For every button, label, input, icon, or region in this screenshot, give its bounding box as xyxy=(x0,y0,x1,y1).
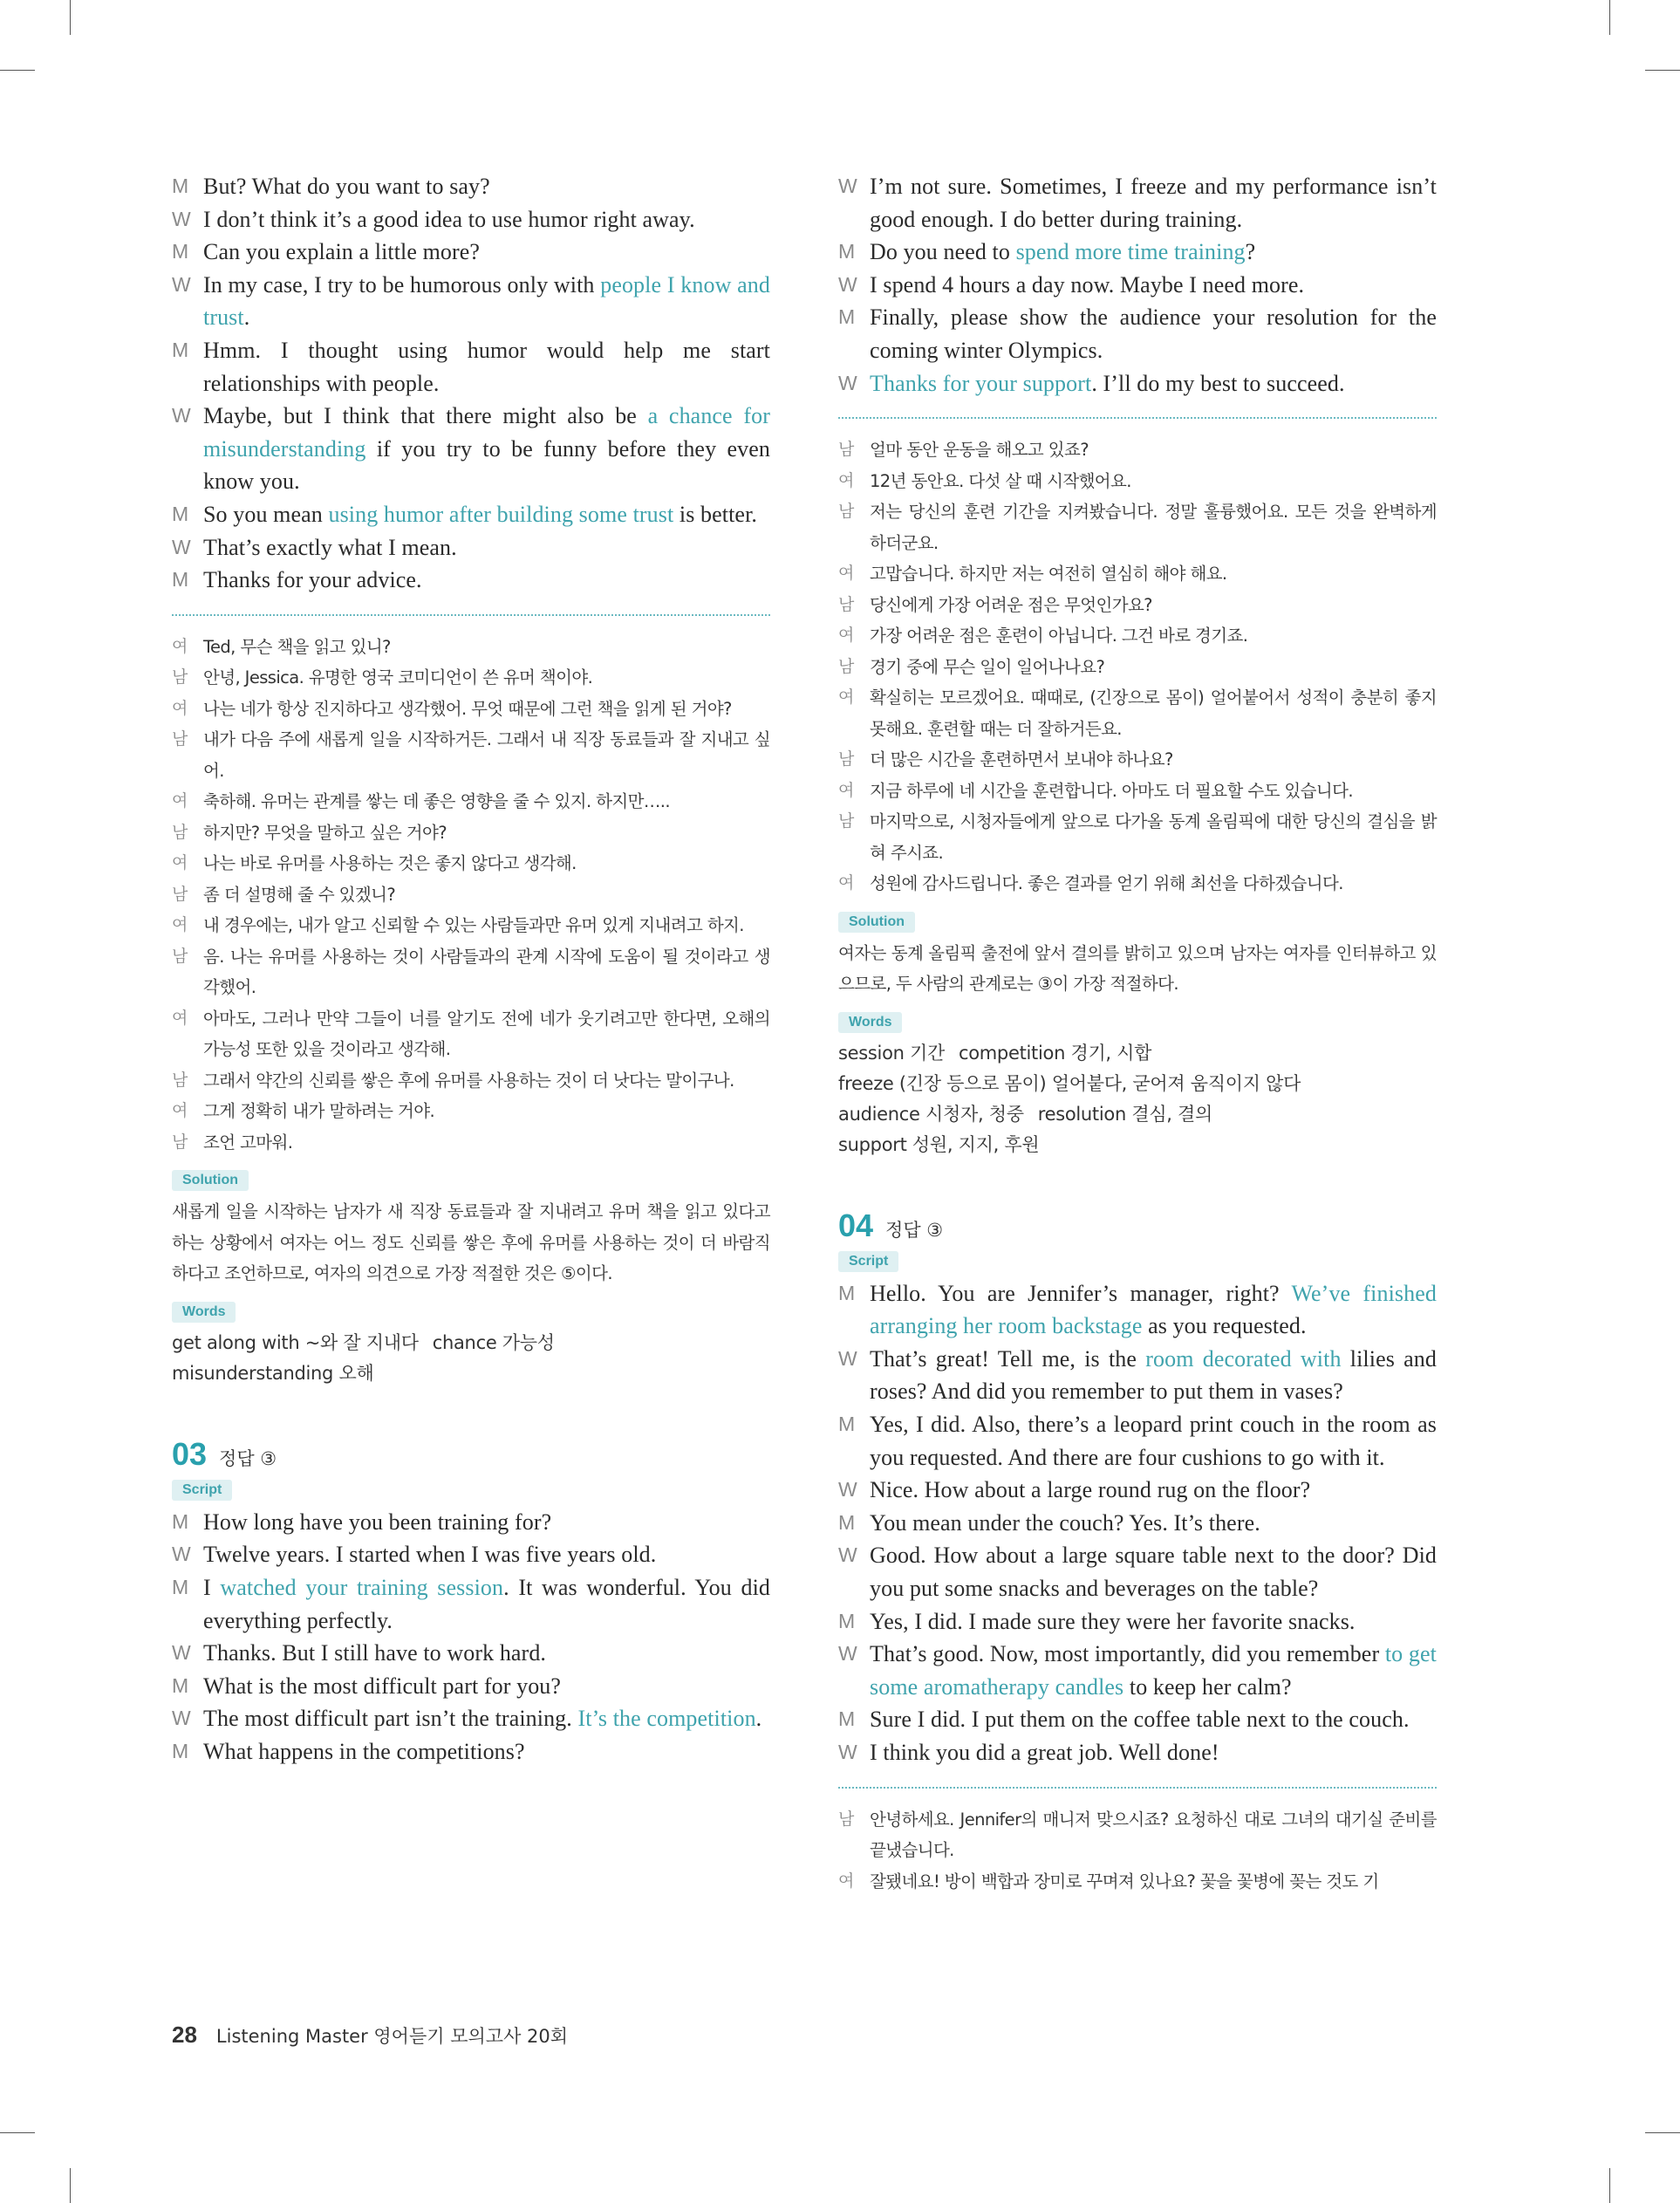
dialogue-q04-english xyxy=(838,1277,1437,1769)
line-text: ? xyxy=(1245,239,1256,265)
translation-text: 내 경우에는, 내가 알고 신뢰할 수 있는 사람들과만 유머 있게 지내려고 하지. xyxy=(203,915,744,936)
translation-line xyxy=(172,1065,770,1097)
highlighted-phrase: watched your training session xyxy=(220,1574,504,1600)
crop-mark xyxy=(1609,2168,1610,2203)
question-number: 03 xyxy=(172,1435,208,1472)
line-text: Yes, I did. I made sure they were her favorite snacks. xyxy=(870,1608,1356,1634)
speaker-label: M xyxy=(172,1509,189,1533)
speaker-label: W xyxy=(838,1478,857,1502)
dialogue-line xyxy=(838,1638,1437,1703)
words-label: Words xyxy=(172,1302,236,1323)
translation-text: 더 많은 시간을 훈련하면서 보내야 하나요? xyxy=(870,749,1173,770)
translation-text: 나는 바로 유머를 사용하는 것은 좋지 않다고 생각해. xyxy=(203,853,577,874)
speaker-label: 남 xyxy=(838,502,854,522)
words-line xyxy=(838,1130,1437,1160)
speaker-label: M xyxy=(172,338,189,361)
speaker-label: W xyxy=(172,1641,191,1665)
words-line xyxy=(838,1069,1437,1099)
line-text: Good. How about a large square table next to the door? Did you put some snacks and beverages on the table? xyxy=(870,1543,1437,1601)
highlighted-phrase: It’s the competition xyxy=(577,1706,756,1732)
crop-mark xyxy=(0,70,35,71)
translation-line xyxy=(172,848,770,879)
line-text: Thanks. But I still have to work hard. xyxy=(203,1640,547,1666)
solution-label: Solution xyxy=(838,912,915,933)
line-text: What happens in the competitions? xyxy=(203,1738,525,1764)
line-text: Yes, I did. Also, there’s a leopard print couch in the room as you requested. And there are four cushions to go with it. xyxy=(870,1412,1437,1470)
translation-text: 내가 다음 주에 새롭게 일을 시작하거든. 그래서 내 직장 동료들과 잘 지내고 싶어. xyxy=(203,729,770,781)
translation-line xyxy=(172,1127,770,1159)
crop-mark xyxy=(70,0,71,35)
translation-text: 좀 더 설명해 줄 수 있겠니? xyxy=(203,884,396,905)
solution-text: 여자는 동계 올림픽 출전에 앞서 결의를 밝히고 있으며 남자는 여자를 인터뷰하고 있으므로, 두 사람의 관계로는 ③이 가장 적절하다. xyxy=(838,942,1437,995)
speaker-label: M xyxy=(172,568,189,592)
word-entry: competition 경기, 시합 xyxy=(958,1042,1152,1064)
dialogue-line xyxy=(172,498,770,531)
translation-text: 지금 하루에 네 시간을 훈련합니다. 아마도 더 필요할 수도 있습니다. xyxy=(870,780,1353,801)
dialogue-line xyxy=(838,1408,1437,1474)
translation-text: 당신에게 가장 어려운 점은 무엇인가요? xyxy=(870,594,1152,615)
translation-line xyxy=(838,776,1437,807)
speaker-label: 남 xyxy=(838,594,854,614)
speaker-label: W xyxy=(172,1707,191,1730)
dotted-separator xyxy=(838,1787,1437,1789)
translation-text: 잘됐네요! 방이 백합과 장미로 꾸며져 있나요? 꽃을 꽃병에 꽂는 것도 기 xyxy=(870,1871,1379,1892)
speaker-label: 남 xyxy=(838,440,854,460)
words-line xyxy=(172,1358,770,1389)
speaker-label: M xyxy=(172,1739,189,1762)
translation-line xyxy=(172,694,770,725)
dotted-separator xyxy=(172,614,770,616)
question-number: 04 xyxy=(838,1207,874,1243)
words-line xyxy=(838,1038,1437,1069)
crop-mark xyxy=(1645,2132,1680,2133)
line-text: if you try to be funny before they even know you. xyxy=(203,435,770,495)
line-text: But? What do you want to say? xyxy=(203,174,490,199)
speaker-label: 여 xyxy=(172,1008,188,1028)
line-text: Hello. You are Jennifer’s manager, right? xyxy=(870,1280,1292,1306)
line-text: You mean under the couch? Yes. It’s there. xyxy=(870,1509,1260,1536)
speaker-label: M xyxy=(838,1281,856,1304)
speaker-label: W xyxy=(838,1642,857,1666)
translation-text: 안녕, Jessica. 유명한 영국 코미디언이 쓴 유머 책이야. xyxy=(203,667,593,688)
highlighted-phrase: spend more time training xyxy=(1015,239,1246,265)
speaker-label: 남 xyxy=(838,1809,854,1829)
dialogue-q03-english xyxy=(172,1506,770,1769)
speaker-label: W xyxy=(172,272,191,296)
left-column xyxy=(172,170,770,1768)
line-text: I think you did a great job. Well done! xyxy=(870,1739,1219,1765)
line-text: Sure I did. I put them on the coffee table next to the couch. xyxy=(870,1707,1410,1733)
speaker-label: W xyxy=(838,371,857,394)
line-text: Thanks for your advice. xyxy=(203,567,422,593)
translation-line xyxy=(838,1866,1437,1898)
word-entry: freeze (긴장 등으로 몸이) 얼어붙다, 굳어져 움직이지 않다 xyxy=(838,1072,1301,1094)
speaker-label: M xyxy=(172,240,189,263)
script-label: Script xyxy=(172,1480,232,1501)
line-text: Maybe, but I think that there might also be xyxy=(203,403,648,429)
translation-line xyxy=(172,941,770,1003)
speaker-label: M xyxy=(172,502,189,525)
word-entry: misunderstanding 오해 xyxy=(172,1362,374,1384)
speaker-label: M xyxy=(838,240,856,263)
speaker-label: W xyxy=(838,1740,857,1763)
highlighted-phrase: using humor after building some trust xyxy=(328,501,674,527)
solution-text: 새롭게 일을 시작하는 남자가 새 직장 동료들과 잘 지내려고 유머 책을 읽고 있다고 하는 상황에서 여자는 어느 정도 신뢰를 쌓은 후에 유머를 사용하는 것이 더 바람직하다고 조언하므로, 여자의 의견으로 가장 적절한 것은 ⑤이다. xyxy=(172,1201,770,1284)
speaker-label: 여 xyxy=(838,470,854,490)
translation-line xyxy=(838,1804,1437,1866)
translation-line xyxy=(172,1003,770,1065)
dialogue-line xyxy=(172,531,770,564)
word-entry: get along with ~와 잘 지내다 xyxy=(172,1331,419,1353)
speaker-label: 남 xyxy=(172,1132,188,1152)
translation-text: Ted, 무슨 책을 읽고 있니? xyxy=(203,636,391,657)
translation-line xyxy=(838,434,1437,466)
translation-line xyxy=(172,879,770,911)
word-entry: resolution 결심, 결의 xyxy=(1037,1103,1213,1125)
translation-text: 축하해. 유머는 관계를 쌓는 데 좋은 영향을 줄 수 있지. 하지만….. xyxy=(203,791,670,812)
dialogue-line xyxy=(838,1474,1437,1507)
dialogue-line xyxy=(838,1507,1437,1540)
speaker-label: M xyxy=(838,1609,856,1632)
dialogue-line xyxy=(838,1736,1437,1769)
speaker-label: 남 xyxy=(838,656,854,676)
line-text: In my case, I try to be humorous only with xyxy=(203,271,601,298)
speaker-label: 여 xyxy=(838,626,854,646)
translation-line xyxy=(172,910,770,941)
speaker-label: 여 xyxy=(838,873,854,893)
translation-text: 확실히는 모르겠어요. 때때로, (긴장으로 몸이) 얼어붙어서 성적이 충분히 좋지 못해요. 훈련할 때는 더 잘하거든요. xyxy=(870,688,1437,739)
answer-label: 정답 ③ xyxy=(219,1447,277,1469)
line-text: How long have you been training for? xyxy=(203,1509,552,1535)
translation-line xyxy=(838,652,1437,683)
speaker-label: 남 xyxy=(172,884,188,904)
dialogue-q04-korean xyxy=(838,1804,1437,1898)
speaker-label: 여 xyxy=(172,915,188,935)
words-line xyxy=(838,1099,1437,1130)
line-text: lilies and roses? And did you remember to put them in vases? xyxy=(870,1345,1437,1405)
question-heading-04 xyxy=(838,1208,1437,1244)
line-text: That’s good. Now, most importantly, did you remember xyxy=(870,1641,1385,1667)
speaker-label: W xyxy=(838,272,857,296)
speaker-label: M xyxy=(838,305,856,329)
translation-text: 얼마 동안 운동을 해오고 있죠? xyxy=(870,440,1089,461)
speaker-label: 남 xyxy=(172,822,188,842)
translation-line xyxy=(838,682,1437,744)
translation-text: 그게 정확히 내가 말하려는 거야. xyxy=(203,1101,435,1122)
translation-line xyxy=(172,1096,770,1127)
translation-text: 음. 나는 유머를 사용하는 것이 사람들과의 관계 시작에 도움이 될 것이라고 생각했어. xyxy=(203,946,770,998)
line-text: . xyxy=(243,304,250,331)
words-list xyxy=(172,1328,770,1389)
line-text: Can you explain a little more? xyxy=(203,239,481,265)
highlighted-phrase: We’ve finished arranging her room backstage xyxy=(870,1280,1437,1339)
dialogue-q03-english-cont xyxy=(838,170,1437,400)
translation-line xyxy=(172,818,770,849)
speaker-label: M xyxy=(838,1707,856,1731)
translation-text: 그래서 약간의 신뢰를 쌓은 후에 유머를 사용하는 것이 더 낫다는 말이구나. xyxy=(203,1070,734,1091)
line-text: That’s great! Tell me, is the xyxy=(870,1345,1146,1372)
speaker-label: 남 xyxy=(172,946,188,966)
line-text: That’s exactly what I mean. xyxy=(203,534,457,560)
dialogue-line xyxy=(838,1343,1437,1408)
speaker-label: 여 xyxy=(172,853,188,873)
crop-mark xyxy=(0,2132,35,2133)
book-title: Listening Master 영어듣기 모의고사 20회 xyxy=(215,2026,569,2047)
speaker-label: W xyxy=(838,1543,857,1567)
word-entry: session 기간 xyxy=(838,1042,945,1064)
dialogue-line xyxy=(172,203,770,236)
line-text: The most difficult part isn’t the training. xyxy=(203,1706,578,1732)
speaker-label: W xyxy=(172,535,191,558)
translation-line xyxy=(838,590,1437,621)
speaker-label: 여 xyxy=(172,636,188,656)
word-entry: audience 시청자, 청중 xyxy=(838,1103,1024,1125)
line-text: I don’t think it’s a good idea to use humor right away. xyxy=(203,206,695,232)
dialogue-line xyxy=(838,1539,1437,1604)
highlighted-phrase: to get some aromatherapy candles xyxy=(870,1641,1437,1700)
translation-text: 성원에 감사드립니다. 좋은 결과를 얻기 위해 최선을 다하겠습니다. xyxy=(870,873,1343,894)
highlighted-phrase: a chance for misunderstanding xyxy=(203,403,770,462)
speaker-label: 여 xyxy=(838,688,854,708)
line-text: to keep her calm? xyxy=(1123,1673,1292,1700)
dialogue-line xyxy=(838,1703,1437,1736)
speaker-label: 여 xyxy=(172,791,188,811)
translation-line xyxy=(172,724,770,786)
translation-line xyxy=(838,496,1437,558)
dialogue-line xyxy=(172,269,770,334)
speaker-label: 여 xyxy=(172,1101,188,1121)
line-text: Twelve years. I started when I was five years old. xyxy=(203,1542,657,1568)
line-text: is better. xyxy=(673,501,757,527)
dialogue-q02-korean xyxy=(172,632,770,1159)
highlighted-phrase: people I know and trust xyxy=(203,271,771,331)
line-text: Hmm. I thought using humor would help me start relationships with people. xyxy=(203,337,770,396)
speaker-label: M xyxy=(172,1575,189,1598)
line-text: Do you need to xyxy=(870,239,1016,265)
dialogue-line xyxy=(838,1605,1437,1639)
answer-label: 정답 ③ xyxy=(885,1219,944,1241)
translation-line xyxy=(172,786,770,818)
translation-text: 나는 네가 항상 진지하다고 생각했어. 무엇 때문에 그런 책을 읽게 된 거야? xyxy=(203,698,732,719)
speaker-label: M xyxy=(838,1413,856,1436)
line-text: . I’ll do my best to succeed. xyxy=(1091,370,1345,396)
translation-text: 하지만? 무엇을 말하고 싶은 거야? xyxy=(203,822,447,843)
speaker-label: 남 xyxy=(172,667,188,688)
speaker-label: M xyxy=(172,1673,189,1697)
translation-text: 마지막으로, 시청자들에게 앞으로 다가올 동계 올림픽에 대한 당신의 결심을 밝혀 주시죠. xyxy=(870,811,1437,863)
speaker-label: W xyxy=(172,1543,191,1566)
dialogue-q02-english xyxy=(172,170,770,597)
translation-line xyxy=(838,744,1437,776)
speaker-label: W xyxy=(838,1346,857,1370)
dialogue-line xyxy=(172,564,770,597)
translation-line xyxy=(838,558,1437,590)
translation-text: 안녕하세요. Jennifer의 매니저 맞으시죠? 요청하신 대로 그녀의 대기실 준비를 끝냈습니다. xyxy=(870,1809,1437,1861)
highlighted-phrase: Thanks for your support xyxy=(870,370,1092,396)
translation-line xyxy=(838,868,1437,900)
dialogue-line xyxy=(172,1571,770,1637)
dialogue-line xyxy=(172,400,770,498)
words-list xyxy=(838,1038,1437,1160)
speaker-label: 남 xyxy=(838,749,854,770)
dialogue-line xyxy=(172,1702,770,1735)
word-entry: support 성원, 지지, 후원 xyxy=(838,1133,1040,1155)
speaker-label: M xyxy=(838,1510,856,1534)
highlighted-phrase: room decorated with xyxy=(1145,1345,1342,1372)
translation-text: 아마도, 그러나 만약 그들이 너를 알기도 전에 네가 웃기려고만 한다면, 오해의 가능성 또한 있을 것이라고 생각해. xyxy=(203,1008,770,1060)
line-text: What is the most difficult part for you? xyxy=(203,1673,562,1699)
translation-text: 12년 동안요. 다섯 살 때 시작했어요. xyxy=(870,470,1131,491)
line-text: I spend 4 hours a day now. Maybe I need more. xyxy=(870,271,1305,298)
question-heading-03 xyxy=(172,1436,770,1473)
speaker-label: W xyxy=(172,207,191,230)
words-label: Words xyxy=(838,1012,902,1033)
dialogue-line xyxy=(838,269,1437,302)
dialogue-line xyxy=(838,301,1437,366)
speaker-label: 여 xyxy=(838,564,854,584)
translation-text: 조언 고마워. xyxy=(203,1132,293,1153)
line-text: Nice. How about a large round rug on the floor? xyxy=(870,1477,1311,1503)
speaker-label: M xyxy=(172,174,189,197)
line-text: I xyxy=(203,1574,221,1600)
dotted-separator xyxy=(838,417,1437,419)
script-label: Script xyxy=(838,1251,898,1272)
translation-line xyxy=(838,466,1437,497)
word-entry: chance 가능성 xyxy=(432,1331,555,1353)
speaker-label: 남 xyxy=(838,811,854,831)
words-line xyxy=(172,1328,770,1358)
page-number: 28 xyxy=(172,2022,197,2048)
line-text: . xyxy=(755,1706,762,1732)
line-text: . It was wonderful. You did everything perfectly. xyxy=(203,1574,771,1633)
line-text: as you requested. xyxy=(1142,1313,1307,1339)
translation-text: 고맙습니다. 하지만 저는 여전히 열심히 해야 해요. xyxy=(870,564,1227,585)
right-column xyxy=(838,170,1437,1897)
translation-text: 저는 당신의 훈련 기간을 지켜봤습니다. 정말 훌륭했어요. 모든 것을 완벽하게 하더군요. xyxy=(870,502,1437,553)
speaker-label: 여 xyxy=(838,780,854,800)
crop-mark xyxy=(1609,0,1610,35)
dialogue-line xyxy=(838,367,1437,400)
dialogue-line xyxy=(172,236,770,269)
speaker-label: W xyxy=(172,404,191,428)
dialogue-line xyxy=(172,1735,770,1769)
speaker-label: 여 xyxy=(172,698,188,718)
speaker-label: 남 xyxy=(172,1070,188,1090)
dialogue-line xyxy=(838,1277,1437,1343)
dialogue-line xyxy=(172,1538,770,1571)
line-text: So you mean xyxy=(203,501,329,527)
translation-line xyxy=(172,662,770,694)
speaker-label: 여 xyxy=(838,1871,854,1891)
dialogue-line xyxy=(172,1670,770,1703)
crop-mark xyxy=(70,2168,71,2203)
dialogue-line xyxy=(172,334,770,400)
line-text: I’m not sure. Sometimes, I freeze and my performance isn’t good enough. I do better during training. xyxy=(870,174,1437,232)
solution-label: Solution xyxy=(172,1170,249,1191)
dialogue-line xyxy=(172,1637,770,1670)
translation-text: 가장 어려운 점은 훈련이 아닙니다. 그건 바로 경기죠. xyxy=(870,626,1248,647)
dialogue-line xyxy=(172,170,770,203)
speaker-label: 남 xyxy=(172,729,188,749)
page-footer xyxy=(172,2022,568,2049)
translation-text: 경기 중에 무슨 일이 일어나나요? xyxy=(870,656,1105,677)
translation-line xyxy=(838,620,1437,652)
speaker-label: W xyxy=(838,174,857,197)
dialogue-line xyxy=(838,236,1437,269)
translation-line xyxy=(838,806,1437,868)
dialogue-q03-korean xyxy=(838,434,1437,900)
crop-mark xyxy=(1645,70,1680,71)
translation-line xyxy=(172,632,770,663)
line-text: Finally, please show the audience your resolution for the coming winter Olympics. xyxy=(870,304,1437,363)
dialogue-line xyxy=(838,170,1437,236)
dialogue-line xyxy=(172,1506,770,1539)
